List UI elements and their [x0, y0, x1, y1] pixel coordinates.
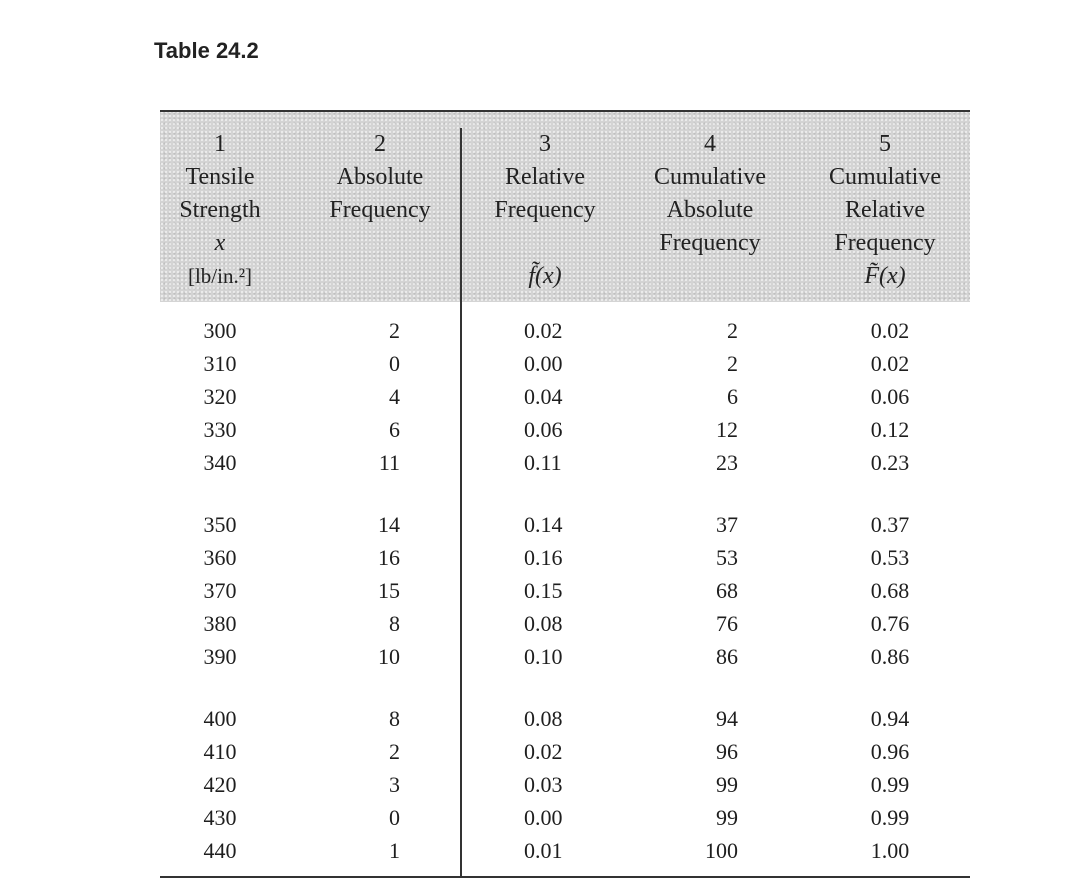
table-cell: 12	[716, 417, 738, 442]
table-cell: 2	[727, 318, 738, 343]
header-line: Cumulative	[654, 164, 766, 190]
table-cell: 0.11	[524, 450, 562, 475]
header-line: Tensile	[185, 164, 255, 190]
table-cell: 0.99	[870, 772, 910, 797]
table-cell: 430	[203, 805, 237, 830]
table-cell: 0.00	[524, 351, 563, 376]
table-cell: 0.12	[870, 417, 910, 442]
header-line: Relative	[505, 164, 585, 190]
table-cell: 6	[389, 417, 400, 442]
column-number: 5	[879, 131, 891, 157]
header-symbol: f̃(x)	[528, 263, 562, 289]
table-cell: 420	[203, 772, 237, 797]
header-line: Absolute	[666, 197, 754, 223]
table-cell: 100	[705, 838, 738, 863]
table-cell: 94	[716, 706, 738, 731]
header-spacer	[480, 227, 610, 260]
column-number: 1	[214, 131, 226, 157]
table-cell: 0.23	[870, 450, 910, 475]
table-cell: 0.02	[524, 318, 563, 343]
table-cell: 86	[716, 644, 738, 669]
table-cell: 8	[389, 611, 400, 636]
header-symbol: F̃(x)	[864, 263, 906, 289]
table-cell: 0.10	[524, 644, 563, 669]
header-line: Frequency	[834, 230, 936, 256]
table-cell: 0.06	[524, 417, 563, 442]
table-cell: 0.00	[524, 805, 563, 830]
table-cell: 0.04	[524, 384, 563, 409]
table-cell: 370	[203, 578, 237, 603]
header-line: Cumulative	[829, 164, 941, 190]
table-cell: 0.02	[524, 739, 563, 764]
column-number: 3	[539, 131, 551, 157]
table-cell: 4	[389, 384, 400, 409]
table-cell: 0.06	[870, 384, 910, 409]
table-cell: 350	[203, 512, 237, 537]
table-cell: 0.02	[870, 351, 910, 376]
table-cell: 14	[378, 512, 400, 537]
table-cell: 37	[716, 512, 738, 537]
table-cell: 340	[203, 450, 237, 475]
table-cell: 0	[389, 805, 400, 830]
header-symbol: x	[214, 230, 226, 256]
column-divider-left	[460, 128, 462, 878]
table-cell: 3	[389, 772, 400, 797]
table-cell: 0.53	[870, 545, 910, 570]
header-line: Absolute	[336, 164, 424, 190]
table-cell: 380	[203, 611, 237, 636]
table-cell: 320	[203, 384, 237, 409]
table-cell: 8	[389, 706, 400, 731]
table-cell: 0.02	[870, 318, 910, 343]
table-cell: 390	[203, 644, 237, 669]
table-cell: 2	[389, 739, 400, 764]
header-line: Relative	[845, 197, 925, 223]
table-cell: 23	[716, 450, 738, 475]
table-cell: 300	[203, 318, 237, 343]
header-line: Frequency	[659, 230, 761, 256]
column-header-2	[320, 128, 440, 227]
table-cell: 0.68	[870, 578, 910, 603]
table-cell: 76	[716, 611, 738, 636]
column-number: 2	[374, 131, 386, 157]
table-cell: 400	[203, 706, 237, 731]
table-cell: 0.76	[870, 611, 910, 636]
table-cell: 0.37	[870, 512, 910, 537]
table-cell: 99	[716, 772, 738, 797]
table-cell: 330	[203, 417, 237, 442]
table-cell: 6	[727, 384, 738, 409]
table-cell: 0.86	[870, 644, 910, 669]
header-line: Strength	[179, 197, 261, 223]
header-line: Frequency	[329, 197, 431, 223]
table-cell: 0.16	[524, 545, 563, 570]
table-cell: 0	[389, 351, 400, 376]
table-cell: 0.94	[870, 706, 910, 731]
table-cell: 0.01	[524, 838, 563, 863]
table-cell: 96	[716, 739, 738, 764]
header-unit: [lb/in.²]	[187, 264, 253, 288]
column-number: 4	[704, 131, 716, 157]
column-header-1	[160, 128, 280, 293]
column-header-5	[810, 128, 960, 293]
column-header-3	[480, 128, 610, 293]
table-cell: 11	[378, 450, 400, 475]
table-cell: 410	[203, 739, 237, 764]
table-caption: Table 24.2	[154, 38, 259, 63]
table-cell: 1	[389, 838, 400, 863]
table-cell: 440	[203, 838, 237, 863]
table-cell: 0.08	[524, 706, 563, 731]
table-cell: 2	[389, 318, 400, 343]
table-cell: 0.96	[870, 739, 910, 764]
table-cell: 2	[727, 351, 738, 376]
table-cell: 0.99	[870, 805, 910, 830]
table-cell: 0.15	[524, 578, 563, 603]
table-cell: 0.14	[524, 512, 563, 537]
table-cell: 360	[203, 545, 237, 570]
table-cell: 15	[378, 578, 400, 603]
table-cell: 0.08	[524, 611, 563, 636]
table-cell: 68	[716, 578, 738, 603]
table-cell: 310	[203, 351, 237, 376]
frequency-table	[160, 110, 970, 880]
table-cell: 10	[378, 644, 400, 669]
table-cell: 16	[378, 545, 400, 570]
column-header-4	[640, 128, 780, 260]
table-cell: 0.03	[524, 772, 563, 797]
table-cell: 1.00	[870, 838, 910, 863]
table-cell: 53	[716, 545, 738, 570]
header-line: Frequency	[494, 197, 596, 223]
table-cell: 99	[716, 805, 738, 830]
